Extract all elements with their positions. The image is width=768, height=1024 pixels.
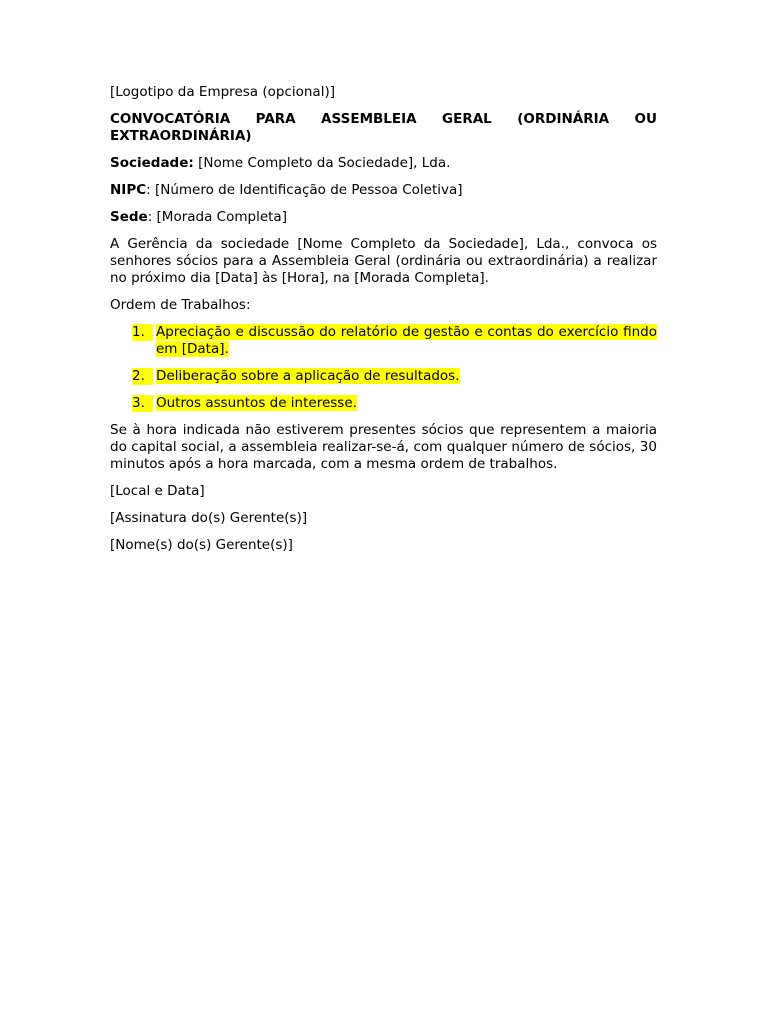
field-label: NIPC: [110, 182, 147, 198]
logo-placeholder: [Logotipo da Empresa (opcional)]: [110, 84, 335, 100]
field-sociedade: [110, 155, 657, 172]
place-date: [Local e Data]: [110, 483, 205, 499]
quorum-paragraph: Se à hora indicada não estiverem presentes sócios que representem a maioria do capital social, a assembleia realizar-se-á, com qualquer número de sócios, 30 minutos após a hora marcada, com a mesma ordem de trabalhos.: [110, 422, 657, 472]
list-item-number: 1.: [132, 324, 153, 341]
document-title: CONVOCATÓRIA PARA ASSEMBLEIA GERAL (ORDINÁRIA OU EXTRAORDINÁRIA): [110, 111, 657, 144]
list-item-text: Outros assuntos de interesse.: [156, 395, 357, 411]
list-item-text: Deliberação sobre a aplicação de resultados.: [156, 368, 460, 384]
document-page: [110, 84, 657, 564]
list-item-number: 2.: [132, 368, 153, 385]
agenda-heading: Ordem de Trabalhos:: [110, 297, 251, 313]
field-nipc: [110, 182, 657, 199]
list-item: [110, 395, 657, 412]
field-label: Sede: [110, 209, 148, 225]
list-item: [110, 368, 657, 385]
list-item-text: Apreciação e discussão do relatório de gestão e contas do exercício findo em [Data].: [156, 324, 657, 357]
field-value: [Nome Completo da Sociedade], Lda.: [193, 155, 451, 171]
list-item-number: 3.: [132, 395, 153, 412]
field-sede: [110, 209, 657, 226]
intro-paragraph: A Gerência da sociedade [Nome Completo da Sociedade], Lda., convoca os senhores sócios para a Assembleia Geral (ordinária ou extraordinária) a realizar no próximo dia [Data] às [Hora], na [Morada Completa].: [110, 236, 657, 286]
field-value: : [Morada Completa]: [147, 209, 287, 225]
list-item: [110, 324, 657, 358]
agenda-list: [110, 324, 657, 412]
field-label: Sociedade:: [110, 155, 194, 171]
manager-names: [Nome(s) do(s) Gerente(s)]: [110, 537, 293, 553]
signature-line: [Assinatura do(s) Gerente(s)]: [110, 510, 308, 526]
field-value: : [Número de Identificação de Pessoa Coletiva]: [146, 182, 463, 198]
